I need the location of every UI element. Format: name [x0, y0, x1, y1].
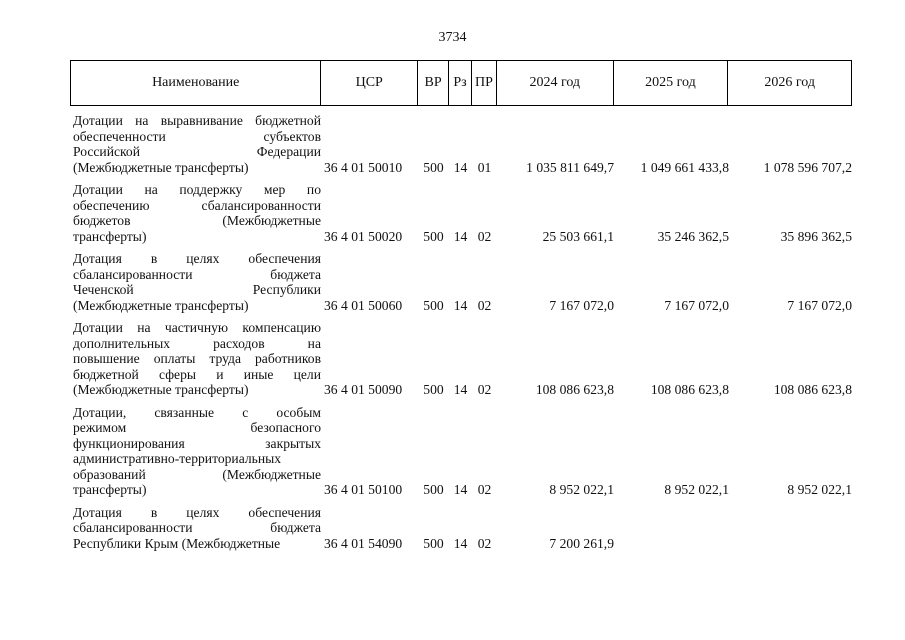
- row-value-2026: 35 896 362,5: [780, 228, 852, 244]
- row-name-line: обеспечению сбалансированности: [73, 197, 321, 213]
- row-value-2025: 8 952 022,1: [664, 482, 729, 497]
- row-pr: 02: [477, 535, 492, 551]
- row-rz: 14: [453, 159, 468, 175]
- row-name-line: (Межбюджетные трансферты): [73, 159, 249, 175]
- row-name-line: обеспеченности субъектов: [73, 128, 321, 144]
- row-pr: 02: [477, 297, 492, 313]
- row-vr: 500: [423, 535, 444, 551]
- row-name: [70, 251, 321, 313]
- row-name-line: Российской Федерации: [73, 144, 321, 159]
- row-value-2026: 8 952 022,1: [787, 482, 852, 497]
- row-name-line: Дотация в целях обеспечения: [73, 251, 321, 266]
- row-value-2025: 108 086 623,8: [650, 382, 729, 397]
- table-row: [70, 113, 860, 175]
- row-value-2025: 35 246 362,5: [657, 228, 729, 244]
- row-csr: 36 4 01 50010: [324, 159, 403, 175]
- row-vr: 500: [423, 159, 444, 175]
- row-vr: 500: [423, 382, 444, 397]
- row-csr: 36 4 01 54090: [324, 535, 403, 551]
- row-name-line: образований (Межбюджетные: [73, 466, 321, 482]
- row-csr: 36 4 01 50060: [324, 297, 403, 313]
- row-rz: 14: [453, 228, 468, 244]
- row-csr: 36 4 01 50090: [324, 382, 403, 397]
- header-year-2024: 2024 год: [497, 61, 614, 105]
- row-rz: 14: [453, 535, 468, 551]
- table-row: [70, 251, 860, 313]
- row-vr: 500: [423, 228, 444, 244]
- row-name: [70, 320, 321, 398]
- table-row: [70, 182, 860, 244]
- row-name-line: Республики Крым (Межбюджетные: [73, 535, 281, 551]
- row-pr: 02: [477, 482, 492, 497]
- header-year-2025: 2025 год: [614, 61, 729, 105]
- header-csr: ЦСР: [321, 61, 418, 105]
- row-name-line: дополнительных расходов на: [73, 335, 321, 351]
- row-name-line: бюджетной сферы и иные цели: [73, 366, 321, 382]
- row-name-line: Дотация в целях обеспечения: [73, 504, 321, 520]
- row-name-line: (Межбюджетные трансферты): [73, 297, 249, 313]
- row-vr: 500: [423, 297, 444, 313]
- row-name-line: бюджетов (Межбюджетные: [73, 213, 321, 228]
- row-name: [70, 182, 321, 244]
- row-pr: 02: [477, 228, 492, 244]
- row-value-2025: 7 167 072,0: [664, 297, 729, 313]
- table-body: [70, 113, 860, 551]
- row-name-line: сбалансированности бюджета: [73, 520, 321, 535]
- row-name: [70, 405, 321, 498]
- table-row: [70, 320, 860, 398]
- row-value-2024: 25 503 661,1: [542, 228, 614, 244]
- row-vr: 500: [423, 482, 444, 497]
- row-name: [70, 505, 321, 552]
- row-value-2025: 1 049 661 433,8: [640, 159, 729, 175]
- row-name-line: Дотации на частичную компенсацию: [73, 320, 321, 335]
- row-rz: 14: [453, 382, 468, 397]
- row-csr: 36 4 01 50100: [324, 482, 403, 497]
- row-rz: 14: [453, 482, 468, 497]
- row-value-2024: 108 086 623,8: [535, 382, 614, 397]
- page-number: 3734: [438, 30, 467, 45]
- row-pr: 01: [477, 159, 492, 175]
- row-value-2024: 7 200 261,9: [549, 535, 614, 551]
- row-value-2026: 108 086 623,8: [773, 382, 852, 397]
- header-rz: Рз: [449, 61, 472, 105]
- row-pr: 02: [477, 382, 492, 397]
- row-name-line: функционирования закрытых: [73, 435, 321, 451]
- row-name: [70, 113, 321, 175]
- row-value-2024: 7 167 072,0: [549, 297, 614, 313]
- row-name-line: Дотации на поддержку мер по: [73, 182, 321, 197]
- row-name-line: сбалансированности бюджета: [73, 266, 321, 282]
- table-header: [70, 60, 852, 106]
- row-value-2024: 8 952 022,1: [549, 482, 614, 497]
- row-name-line: административно-территориальных: [73, 451, 282, 466]
- row-rz: 14: [453, 297, 468, 313]
- row-name-line: режимом безопасного: [73, 420, 321, 435]
- row-name-line: повышение оплаты труда работников: [73, 351, 321, 366]
- header-pr: ПР: [472, 61, 497, 105]
- table-row: [70, 405, 860, 498]
- header-name: Наименование: [71, 61, 321, 105]
- row-name-line: (Межбюджетные трансферты): [73, 382, 249, 397]
- header-vr: ВР: [418, 61, 449, 105]
- row-name-line: Дотации на выравнивание бюджетной: [73, 113, 321, 128]
- header-year-2026: 2026 год: [764, 75, 815, 90]
- row-value-2024: 1 035 811 649,7: [526, 159, 614, 175]
- row-name-line: Дотации, связанные с особым: [73, 404, 321, 420]
- row-value-2026: 1 078 596 707,2: [763, 159, 852, 175]
- row-name-line: Чеченской Республики: [73, 282, 321, 297]
- row-value-2026: 7 167 072,0: [787, 297, 852, 313]
- row-csr: 36 4 01 50020: [324, 228, 403, 244]
- row-name-line: трансферты): [73, 482, 147, 497]
- row-name-line: трансферты): [73, 228, 147, 244]
- table-row: [70, 505, 860, 552]
